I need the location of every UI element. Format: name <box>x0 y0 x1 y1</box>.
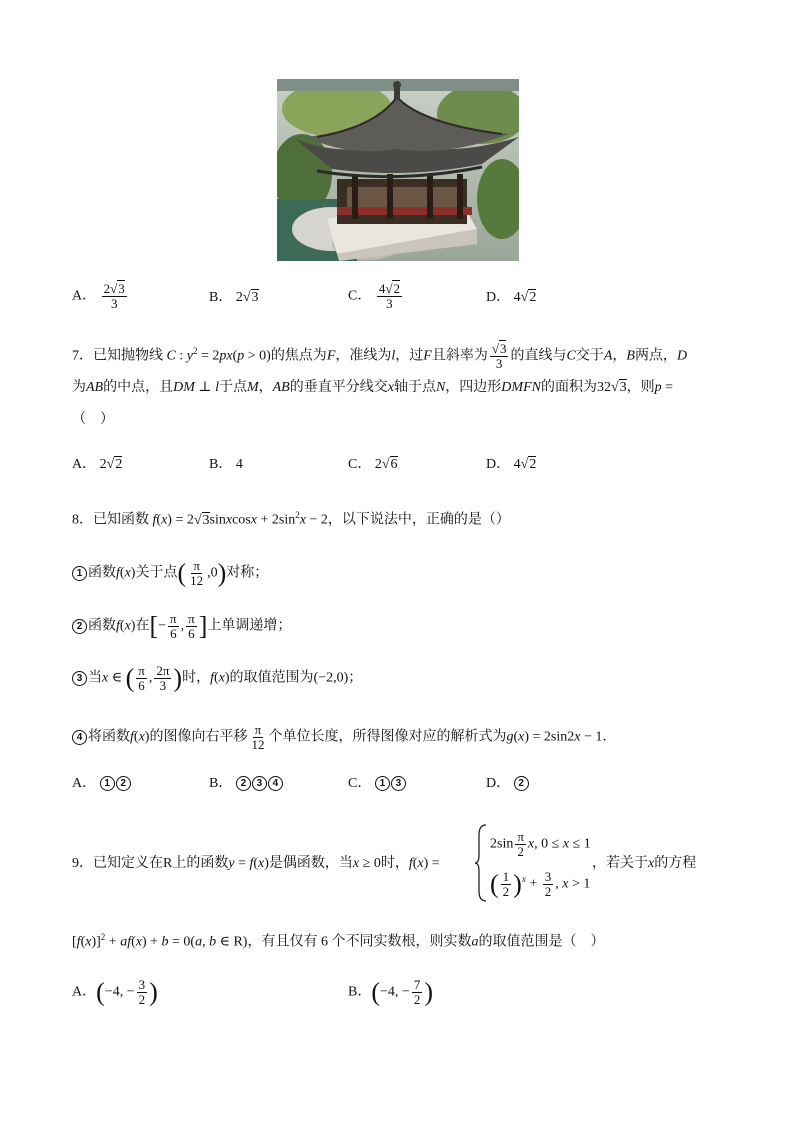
q7-line1: 7．已知抛物线 C : $y^2 = 2px(p > 0)$的焦点为F，准线为l，过F且斜率为 √ $\frac{3}{3}$ 的直线与C交于A，B两点，D <box>72 342 687 371</box>
q9-line1-tail: ，若关于x的方程 <box>592 856 697 871</box>
q8-option-d[interactable]: D． 2 <box>486 775 530 793</box>
q8-statement-4: 4 将函数f(x)的图像向右平移 $\frac{\pi}{12}$ 个单位长度，所得图像对应的解析式为g(x) = 2sin2x − 1． <box>72 723 616 752</box>
q9-line2: $[f(x)]^2 + af(x) + b = 0(a$, b ∈ R)，有且仅有 6 个不同实数根，则实数a的取值范围是（ ） <box>72 932 605 950</box>
q8-statement-3: 3 当x ∈ ( $\frac{\pi}{6}$ , $\frac{2\pi}{3}$ )时，f(x)的取值范围为(−2,0)； <box>72 664 362 693</box>
q8-number: 8． <box>72 512 93 528</box>
q6-option-c[interactable]: C． $\frac{4√ 2}{3}$ <box>348 282 404 311</box>
q8-intro: 8．已知函数 f(x) = 2√ 3sinxcosx + $2\sin^2x - 2$，以下说法中，正确的是（） <box>72 506 510 530</box>
q7-option-c[interactable]: C． 2√ 6 <box>348 456 398 474</box>
q8-statement-1: 1 函数f(x)关于点( $\frac{\pi}{12}$ ,0)对称； <box>72 559 268 588</box>
q8-statement-2: 2 函数f(x)在[− $\frac{\pi}{6}$ , $\frac{\pi}{6}$ ]上单调递增； <box>72 612 291 641</box>
q8-option-a[interactable]: A． 1 2 <box>72 775 132 793</box>
q8-option-b[interactable]: B． 2 3 4 <box>209 775 284 793</box>
q9-option-b[interactable]: B．(−4, − $\frac{7}{2}$ ) <box>348 977 433 1007</box>
q7-option-a[interactable]: A． 2√ 2 <box>72 456 122 474</box>
q8-option-c[interactable]: C． 1 3 <box>348 775 407 793</box>
q7-option-d[interactable]: D． 4√ 2 <box>486 456 536 474</box>
q9-line1: 9．已知定义在R上的函数y = f(x)是偶函数，当x ≥ 0时，f(x) = <box>72 856 440 871</box>
q7-number: 7． <box>72 348 93 364</box>
q9-piece-2: ( $\frac{1}{2}$ )$^x$ + $\frac{3}{2}$ , x > 1 <box>490 869 591 899</box>
q9-option-a[interactable]: A．(−4, − $\frac{3}{2}$ ) <box>72 977 158 1007</box>
q9-piece-1: 2sin $\frac{\pi}{2}$ x, 0 ≤ x ≤ 1 <box>490 829 591 859</box>
q9-number: 9． <box>72 856 93 871</box>
q7-option-b[interactable]: B． 4 <box>209 457 243 472</box>
q6-option-b[interactable]: B． 2√ 3 <box>209 289 259 307</box>
q7-line2: 为AB的中点，且DM ⊥ l于点M，AB的垂直平分线交x轴于点N，四边形DMFN的面积为32√ 3，则p = <box>72 379 673 397</box>
q6-option-a[interactable]: A． $\frac{2√ 3}{3}$ <box>72 282 129 311</box>
q9-piecewise-brace <box>474 823 488 903</box>
q6-option-d[interactable]: D． 4√ 2 <box>486 289 536 307</box>
pavilion-photo <box>277 79 519 261</box>
q7-line3: （ ） <box>72 412 114 427</box>
